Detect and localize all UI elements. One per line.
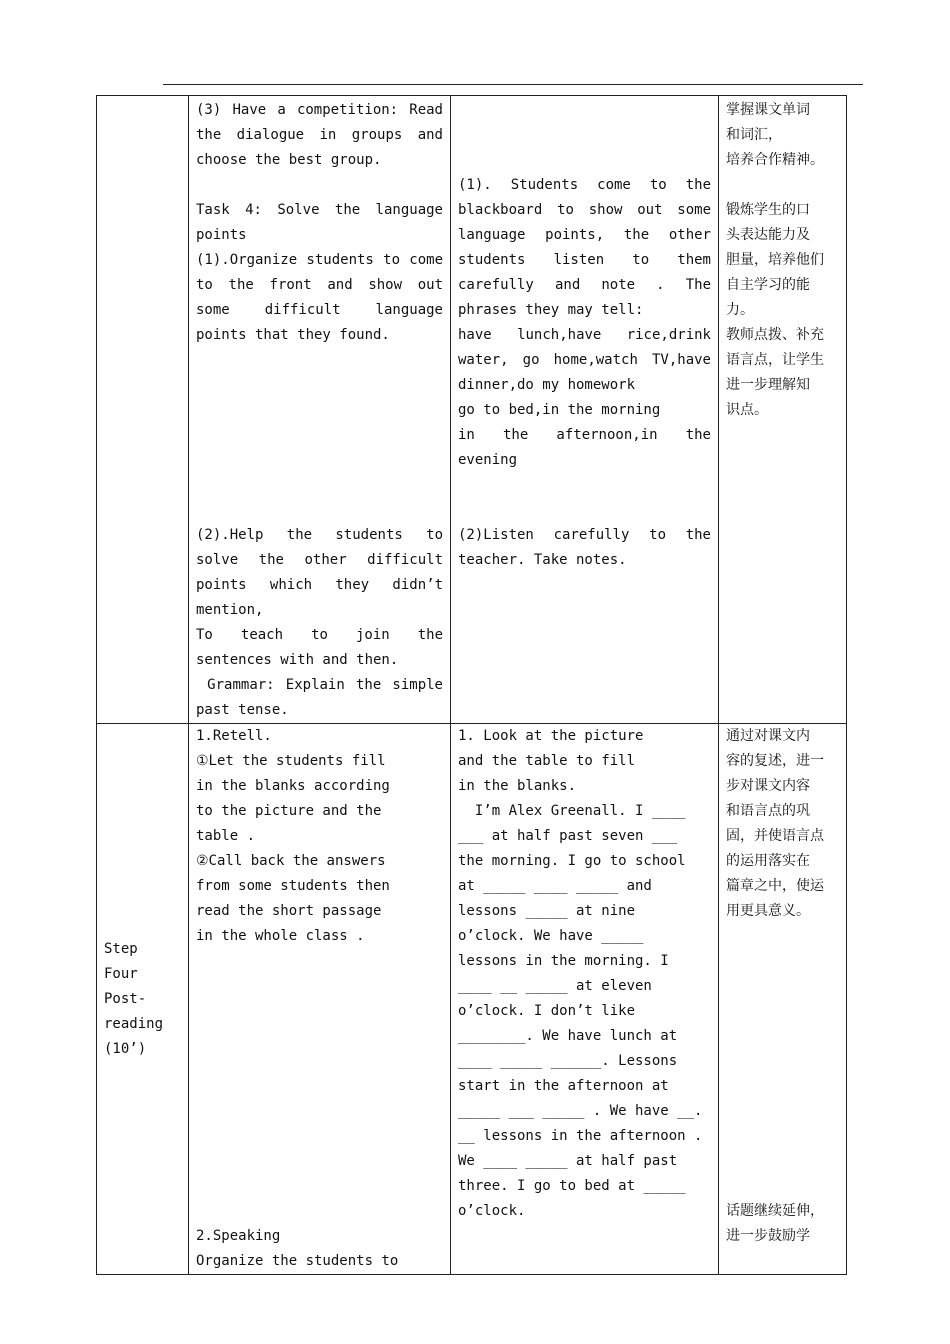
text-line: 和语言点的巩: [726, 803, 810, 819]
text-line: 的运用落实在: [726, 853, 810, 869]
text-line: points that they found.: [196, 327, 390, 343]
purpose-cell: [719, 96, 847, 724]
text-line: 教师点拨、补充: [726, 327, 824, 343]
text-line: the dialogue in groups and: [196, 127, 443, 143]
text-line: We ____ _____ at half past: [458, 1153, 678, 1169]
text-line: ②Call back the answers: [196, 853, 386, 869]
text-line: water, go home,watch TV,have: [458, 352, 711, 368]
table-row: [97, 96, 847, 724]
text-line: ____ __ _____ at eleven: [458, 978, 652, 994]
text-line: sentences with and then.: [196, 652, 399, 668]
lesson-plan-table: [96, 95, 847, 1275]
text-line: 篇章之中，使运: [726, 878, 824, 894]
text-line: past tense.: [196, 702, 289, 718]
text-line: carefully and note . The: [458, 277, 711, 293]
text-line: 力。: [726, 302, 754, 318]
text-line: 容的复述，进一: [726, 753, 824, 769]
text-line: (2).Help the students to: [196, 527, 443, 543]
text-line: 掌握课文单词: [726, 102, 810, 118]
step-label: Step Four Post- reading (10’): [104, 940, 164, 1057]
teacher-activity-cell: [189, 96, 451, 724]
text-line: dinner,do my homework: [458, 377, 636, 393]
text-line: ___ at half past seven ___: [458, 828, 678, 844]
text-line: 进一步理解知: [726, 377, 810, 393]
text-line: in the blanks according: [196, 778, 390, 794]
text-line: o’clock. We have _____: [458, 928, 644, 944]
text-line: three. I go to bed at _____: [458, 1178, 686, 1194]
text-line: 语言点，让学生: [726, 352, 824, 368]
text-line: (3) Have a competition: Read: [196, 102, 443, 118]
text-line: to the front and show out: [196, 277, 443, 293]
student-activity-cell: [451, 96, 719, 724]
text-line: ____ _____ ______. Lessons: [458, 1053, 678, 1069]
text-line: lessons in the morning. I: [458, 953, 669, 969]
text-line: from some students then: [196, 878, 390, 894]
text-line: o’clock. I don’t like: [458, 1003, 636, 1019]
text-line: 进一步鼓励学: [726, 1228, 810, 1244]
text-line: To teach to join the: [196, 627, 443, 643]
table-row: [97, 724, 847, 1275]
text-line: students listen to them: [458, 252, 711, 268]
text-line: at _____ ____ _____ and: [458, 878, 652, 894]
text-line: 培养合作精神。: [726, 152, 824, 168]
text-line: 自主学习的能: [726, 277, 810, 293]
text-line: 识点。: [726, 402, 768, 418]
student-activity-cell: [451, 724, 719, 1275]
text-line: points which they didn’t: [196, 577, 443, 593]
text-line: in the whole class .: [196, 928, 365, 944]
text-line: 和词汇，: [726, 127, 782, 143]
text-line: start in the afternoon at: [458, 1078, 669, 1094]
text-line: to the picture and the: [196, 803, 382, 819]
text-line: 1.Retell.: [196, 728, 272, 744]
text-line: table .: [196, 828, 256, 844]
purpose-cell: [719, 724, 847, 1275]
text-line: 话题继续延伸，: [726, 1203, 824, 1219]
text-line: __ lessons in the afternoon .: [458, 1128, 703, 1144]
text-line: 用更具意义。: [726, 903, 810, 919]
text-line: in the afternoon,in the: [458, 427, 711, 443]
text-line: Organize the students to: [196, 1253, 399, 1269]
text-line: teacher. Take notes.: [458, 552, 627, 568]
text-line: ________. We have lunch at: [458, 1028, 678, 1044]
text-line: lessons _____ at nine: [458, 903, 636, 919]
text-line: and the table to fill: [458, 753, 636, 769]
text-line: language points, the other: [458, 227, 711, 243]
text-line: the morning. I go to school: [458, 853, 686, 869]
teacher-activity-cell: [189, 724, 451, 1275]
text-line: choose the best group.: [196, 152, 382, 168]
text-line: o’clock.: [458, 1203, 526, 1219]
text-line: mention,: [196, 602, 264, 618]
step-cell: [97, 724, 189, 1275]
text-line: phrases they may tell:: [458, 302, 644, 318]
text-line: evening: [458, 452, 518, 468]
text-line: (1).Organize students to come: [196, 252, 443, 268]
text-line: 胆量，培养他们: [726, 252, 824, 268]
text-line: in the blanks.: [458, 778, 577, 794]
text-line: Task 4: Solve the language: [196, 202, 443, 218]
text-line: go to bed,in the morning: [458, 402, 661, 418]
text-line: have lunch,have rice,drink: [458, 327, 711, 343]
text-line: 固，并使语言点: [726, 828, 824, 844]
step-cell: [97, 96, 189, 724]
text-line: some difficult language: [196, 302, 443, 318]
text-line: 2.Speaking: [196, 1228, 281, 1244]
text-line: _____ ___ _____ . We have __.: [458, 1103, 703, 1119]
text-line: (1). Students come to the: [458, 177, 711, 193]
text-line: ①Let the students fill: [196, 753, 386, 769]
text-line: Grammar: Explain the simple: [196, 677, 443, 693]
text-line: 头表达能力及: [726, 227, 810, 243]
text-line: points: [196, 227, 247, 243]
text-line: 通过对课文内: [726, 728, 810, 744]
text-line: solve the other difficult: [196, 552, 443, 568]
text-line: I’m Alex Greenall. I ____: [458, 803, 686, 819]
text-line: read the short passage: [196, 903, 382, 919]
text-line: 步对课文内容: [726, 778, 810, 794]
text-line: 锻炼学生的口: [726, 202, 810, 218]
text-line: blackboard to show out some: [458, 202, 711, 218]
text-line: (2)Listen carefully to the: [458, 527, 711, 543]
header-rule: [163, 84, 863, 85]
text-line: 1. Look at the picture: [458, 728, 644, 744]
